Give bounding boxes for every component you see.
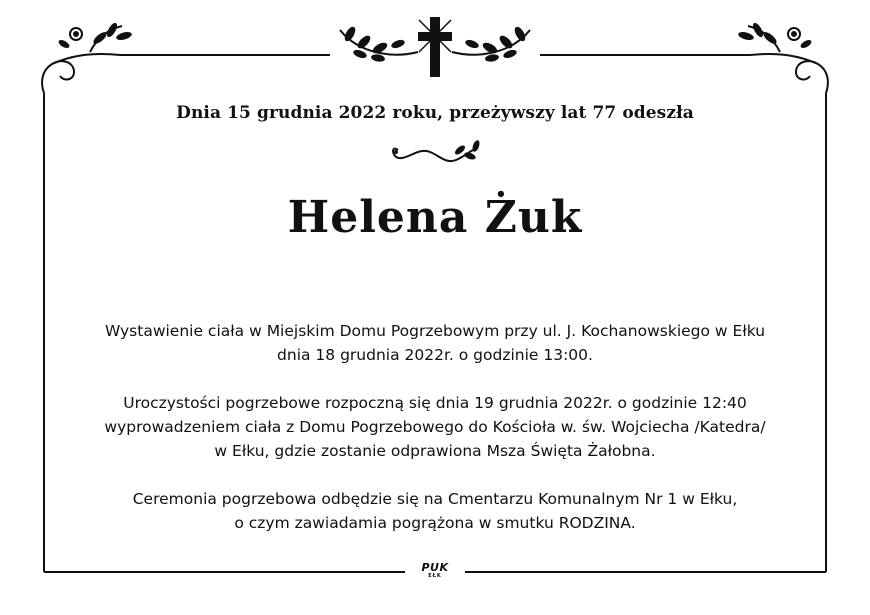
logo-main-text: PUK bbox=[421, 561, 449, 574]
paragraph-burial bbox=[40, 487, 830, 535]
paragraph-line: wyprowadzeniem ciała z Domu Pogrzebowego do Kościoła w. św. Wojciecha /Katedra/ bbox=[104, 418, 766, 436]
announcement-headline: Dnia 15 grudnia 2022 roku, przeżywszy lat 77 odeszła bbox=[176, 103, 694, 123]
paragraph-line: o czym zawiadamia pogrążona w smutku RODZINA. bbox=[234, 514, 636, 532]
paragraph-ceremony bbox=[40, 391, 830, 463]
vine-divider-icon bbox=[393, 139, 481, 161]
logo-sub-text: EŁK bbox=[428, 573, 442, 579]
paragraph-line: Wystawienie ciała w Miejskim Domu Pogrzebowym przy ul. J. Kochanowskiego w Ełku bbox=[104, 322, 766, 340]
paragraph-line: w Ełku, gdzie zostanie odprawiona Msza Święta Żałobna. bbox=[214, 442, 656, 460]
cross-icon bbox=[418, 17, 452, 77]
paragraph-viewing bbox=[40, 319, 830, 367]
paragraph-line: dnia 18 grudnia 2022r. o godzinie 13:00. bbox=[277, 346, 593, 364]
deceased-name: Helena Żuk bbox=[287, 192, 583, 243]
puk-logo bbox=[414, 562, 456, 579]
paragraph-line: Uroczystości pogrzebowe rozpoczną się dnia 19 grudnia 2022r. o godzinie 12:40 bbox=[123, 394, 747, 412]
paragraph-line: Ceremonia pogrzebowa odbędzie się na Cmentarzu Komunalnym Nr 1 w Ełku, bbox=[132, 490, 738, 508]
